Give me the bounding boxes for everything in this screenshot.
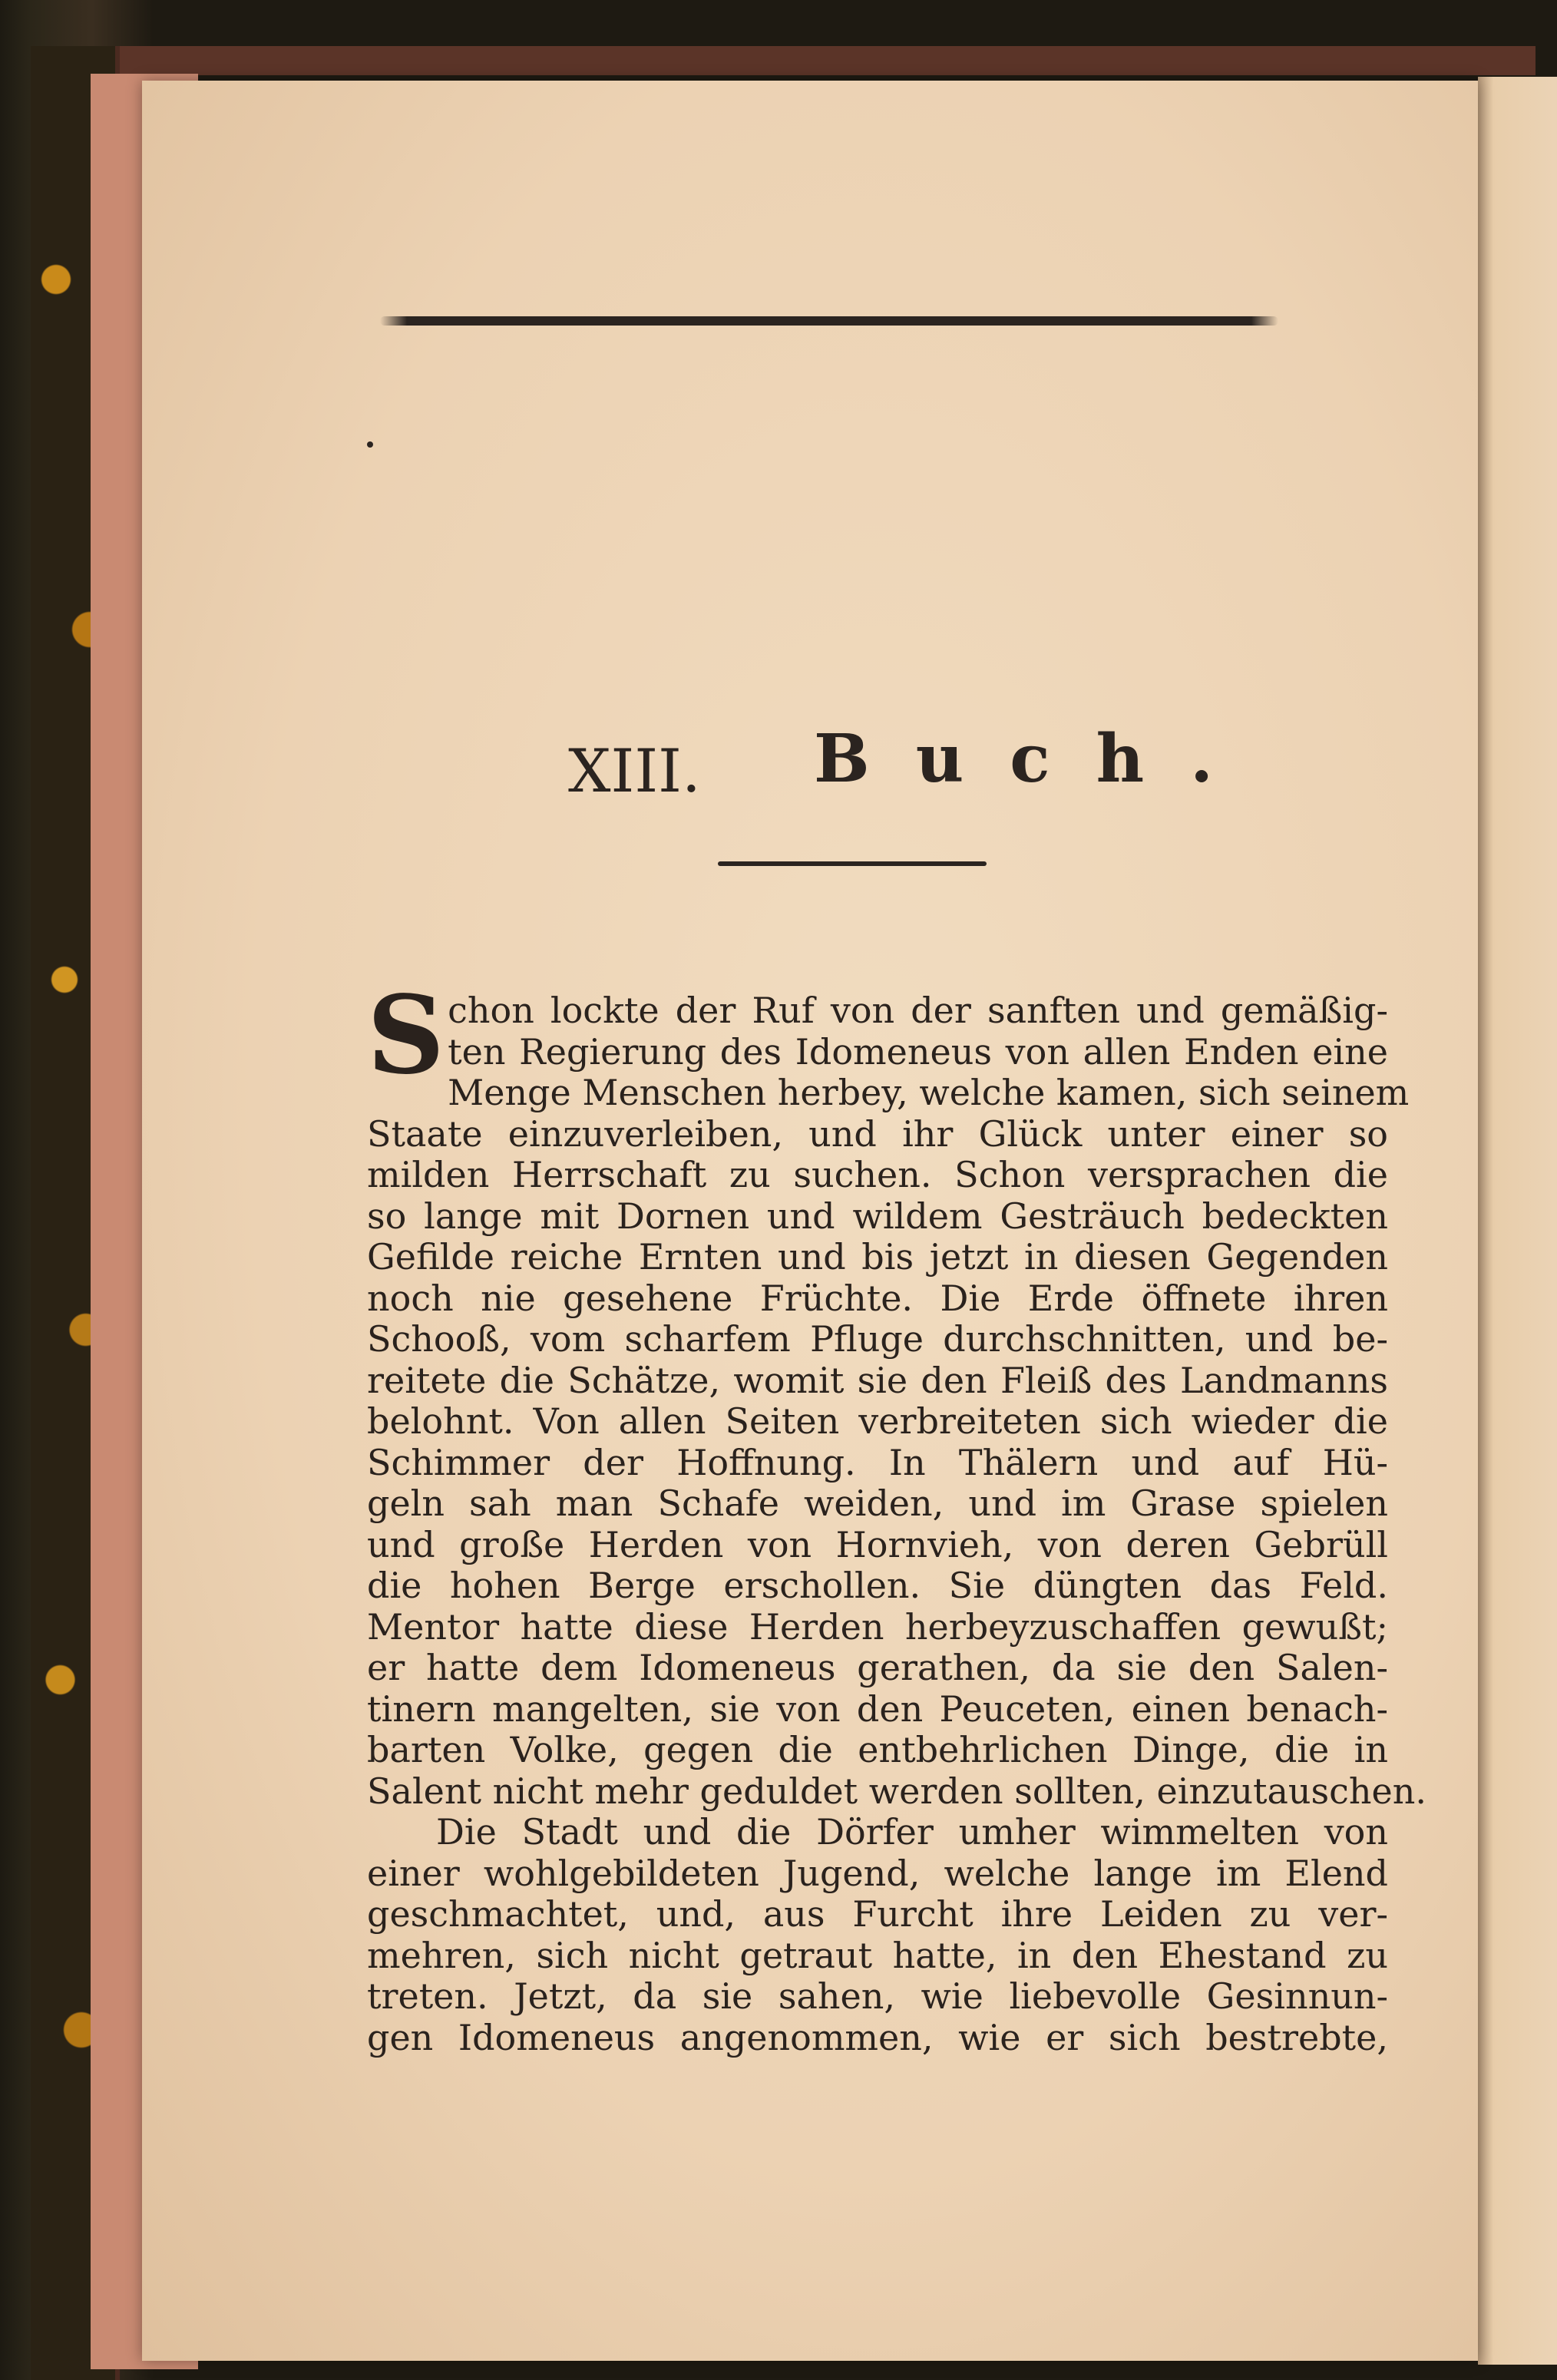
text-line: und große Herden von Hornvieh, von deren Gebrüll: [367, 1523, 1388, 1565]
chapter-heading: [537, 720, 1274, 812]
top-rule: [380, 316, 1278, 326]
text-line: einer wohlgebildeten Jugend, welche lange im Elend: [367, 1852, 1388, 1894]
text-line: chon lockte der Ruf von der sanften und gemäßig-: [448, 990, 1388, 1031]
text-line: die hohen Berge erschollen. Sie düngten das Feld.: [367, 1565, 1388, 1606]
text-line: milden Herrschaft zu suchen. Schon versprachen die: [367, 1154, 1388, 1195]
text-line: Schimmer der Hoffnung. In Thälern und auf Hü-: [367, 1441, 1388, 1483]
text-line: Salent nicht mehr geduldet werden sollten, einzutauschen.: [367, 1770, 1426, 1812]
text-line: er hatte dem Idomeneus gerathen, da sie den Salen-: [367, 1647, 1388, 1688]
text-line: Die Stadt und die Dörfer umher wimmelten von: [436, 1811, 1388, 1853]
heading-rule: [718, 861, 987, 866]
text-line: treten. Jetzt, da sie sahen, wie liebevolle Gesinnun-: [367, 1975, 1388, 2017]
text-line: gen Idomeneus angenommen, wie er sich bestrebte,: [367, 2016, 1388, 2058]
body-text: [367, 973, 1426, 2058]
chapter-word: Buch.: [814, 720, 1260, 798]
facing-page-edge: [1478, 77, 1557, 2365]
text-line: Menge Menschen herbey, welche kamen, sich seinem: [448, 1072, 1410, 1113]
text-line: barten Volke, gegen die entbehrlichen Dinge, die in: [367, 1729, 1388, 1770]
text-line: reitete die Schätze, womit sie den Fleiß des Landmanns: [367, 1359, 1388, 1401]
text-line: tinern mangelten, sie von den Peuceten, einen benach-: [367, 1687, 1388, 1730]
text-line: so lange mit Dornen und wildem Gesträuch bedeckten: [367, 1195, 1388, 1237]
drop-cap: S: [367, 973, 445, 1099]
chapter-number: XIII.: [568, 737, 701, 806]
text-line: Staate einzuverleiben, und ihr Glück unter einer so: [367, 1112, 1388, 1155]
text-line: noch nie gesehene Früchte. Die Erde öffnete ihren: [367, 1277, 1388, 1319]
text-line: geln sah man Schafe weiden, und im Grase spielen: [367, 1483, 1388, 1524]
text-line: mehren, sich nicht getraut hatte, in den Ehestand zu: [367, 1934, 1388, 1976]
text-line: Gefilde reiche Ernten und bis jetzt in diesen Gegenden: [367, 1236, 1388, 1278]
ink-dot: [367, 441, 373, 448]
paragraph-1: [367, 973, 1426, 1812]
text-line: Mentor hatte diese Herden herbeyzuschaffen gewußt;: [367, 1605, 1388, 1648]
cover-board-edge: [31, 46, 1536, 75]
text-line: ten Regierung des Idomeneus von allen Enden eine: [448, 1030, 1388, 1073]
text-line: Schooß, vom scharfem Pfluge durchschnitten, und be-: [367, 1318, 1388, 1360]
text-line: belohnt. Von allen Seiten verbreiteten sich wieder die: [367, 1400, 1388, 1442]
paragraph-2: [367, 1812, 1388, 2058]
text-line: geschmachtet, und, aus Furcht ihre Leiden zu ver-: [367, 1893, 1388, 1935]
